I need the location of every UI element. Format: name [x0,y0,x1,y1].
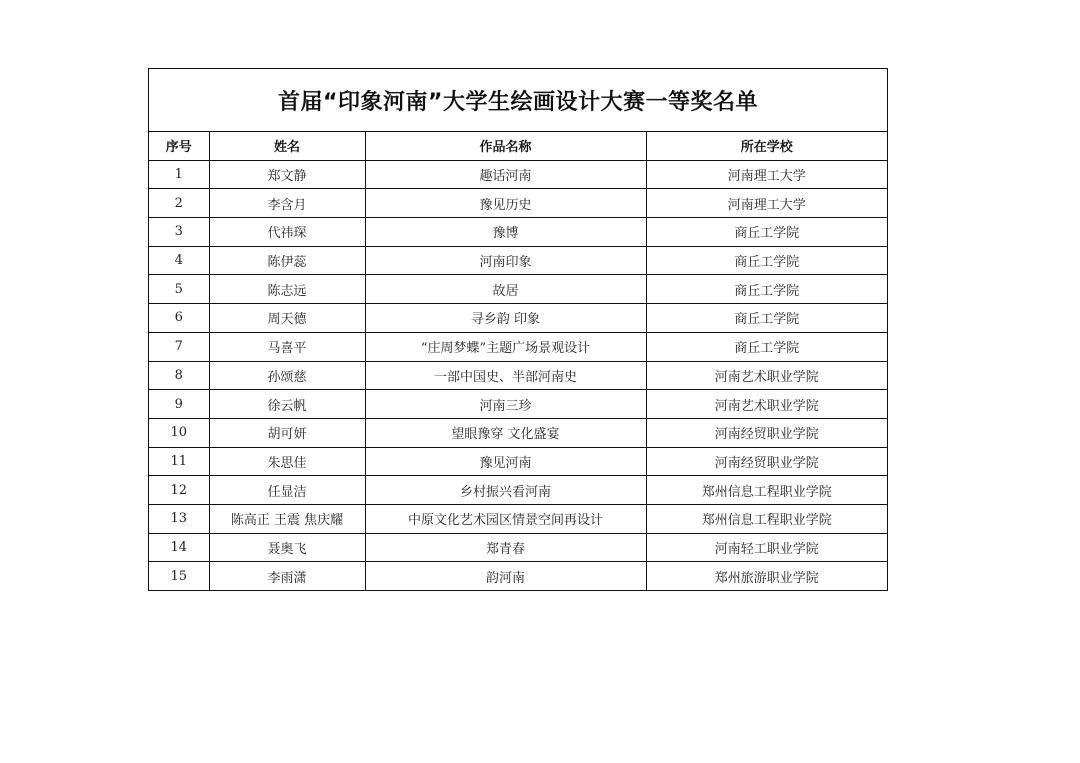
table-row [149,246,887,275]
cell-name: 任显洁 [209,476,365,505]
table-row [149,476,887,505]
cell-name: 郑文静 [209,160,365,189]
table-row [149,218,887,247]
cell-name: 徐云帆 [209,390,365,419]
table-row [149,418,887,447]
cell-name: 陈高正 王震 焦庆耀 [209,504,365,533]
cell-index: 10 [149,418,209,447]
cell-work-title: “庄周梦蝶”主题广场景观设计 [365,332,646,361]
cell-work-title: 豫博 [365,218,646,247]
table-row [149,504,887,533]
cell-work-title: 河南三珍 [365,390,646,419]
cell-work-title: 豫见历史 [365,189,646,218]
table-row [149,361,887,390]
cell-school: 郑州信息工程职业学院 [646,504,887,533]
cell-school: 河南理工大学 [646,189,887,218]
cell-school: 河南理工大学 [646,160,887,189]
cell-work-title: 一部中国史、半部河南史 [365,361,646,390]
cell-index: 12 [149,476,209,505]
cell-index: 8 [149,361,209,390]
cell-school: 郑州旅游职业学院 [714,570,819,586]
cell-name: 孙颂慈 [209,361,365,390]
cell-name: 胡可妍 [209,418,365,447]
cell-school: 商丘工学院 [646,246,887,275]
cell-school: 河南经贸职业学院 [646,418,887,447]
cell-index: 5 [149,275,209,304]
cell-name: 李含月 [209,189,365,218]
cell-school: 河南经贸职业学院 [646,447,887,476]
cell-index: 6 [149,304,209,333]
table-row [149,189,887,218]
cell-index: 3 [149,218,209,247]
cell-work-title: 韵河南 [365,562,646,590]
cell-school: 商丘工学院 [646,275,887,304]
cell-work-title: 中原文化艺术园区情景空间再设计 [365,504,646,533]
cell-name: 陈伊蕊 [209,246,365,275]
cell-index: 2 [149,189,209,218]
cell-school: 商丘工学院 [646,304,887,333]
cell-school: 商丘工学院 [646,218,887,247]
table-row [149,447,887,476]
table-row [149,332,887,361]
table-row [149,160,887,189]
cell-name: 陈志远 [209,275,365,304]
cell-name: 代祎琛 [209,218,365,247]
cell-work-title: 故居 [365,275,646,304]
cell-work-title: 郑青春 [365,533,646,562]
header-row [149,132,887,160]
cell-work-title: 寻乡韵 印象 [365,304,646,333]
table-row [149,562,887,590]
table-row [149,275,887,304]
table-row [149,390,887,419]
award-table [149,132,887,590]
cell-work-title: 乡村振兴看河南 [365,476,646,505]
table-row [149,533,887,562]
cell-school: 河南轻工职业学院 [646,533,887,562]
cell-school: 河南艺术职业学院 [646,390,887,419]
cell-index: 13 [149,504,209,533]
cell-work-title: 河南印象 [365,246,646,275]
cell-index: 7 [149,332,209,361]
cell-work-title: 望眼豫穿 文化盛宴 [365,418,646,447]
cell-name: 聂奥飞 [209,533,365,562]
header-index: 序号 [149,132,209,160]
cell-index: 11 [149,447,209,476]
cell-work-title: 趣话河南 [365,160,646,189]
cell-index: 4 [149,246,209,275]
cell-name: 马喜平 [209,332,365,361]
cell-school: 商丘工学院 [646,332,887,361]
cell-index: 14 [149,533,209,562]
document-title: 首届“印象河南”大学生绘画设计大赛一等奖名单 [149,69,887,132]
cell-index: 1 [149,160,209,189]
cell-index: 9 [149,390,209,419]
cell-name: 李雨潇 [209,562,365,590]
cell-work-title: 豫见河南 [365,447,646,476]
award-list-sheet [148,68,888,591]
header-name: 姓名 [209,132,365,160]
cell-school: 郑州信息工程职业学院 [646,476,887,505]
header-school: 所在学校 [646,132,887,160]
cell-name: 周天德 [209,304,365,333]
cell-name: 朱思佳 [209,447,365,476]
header-work-title: 作品名称 [365,132,646,160]
table-row [149,304,887,333]
cell-index: 15 [149,562,209,590]
cell-school: 河南艺术职业学院 [646,361,887,390]
